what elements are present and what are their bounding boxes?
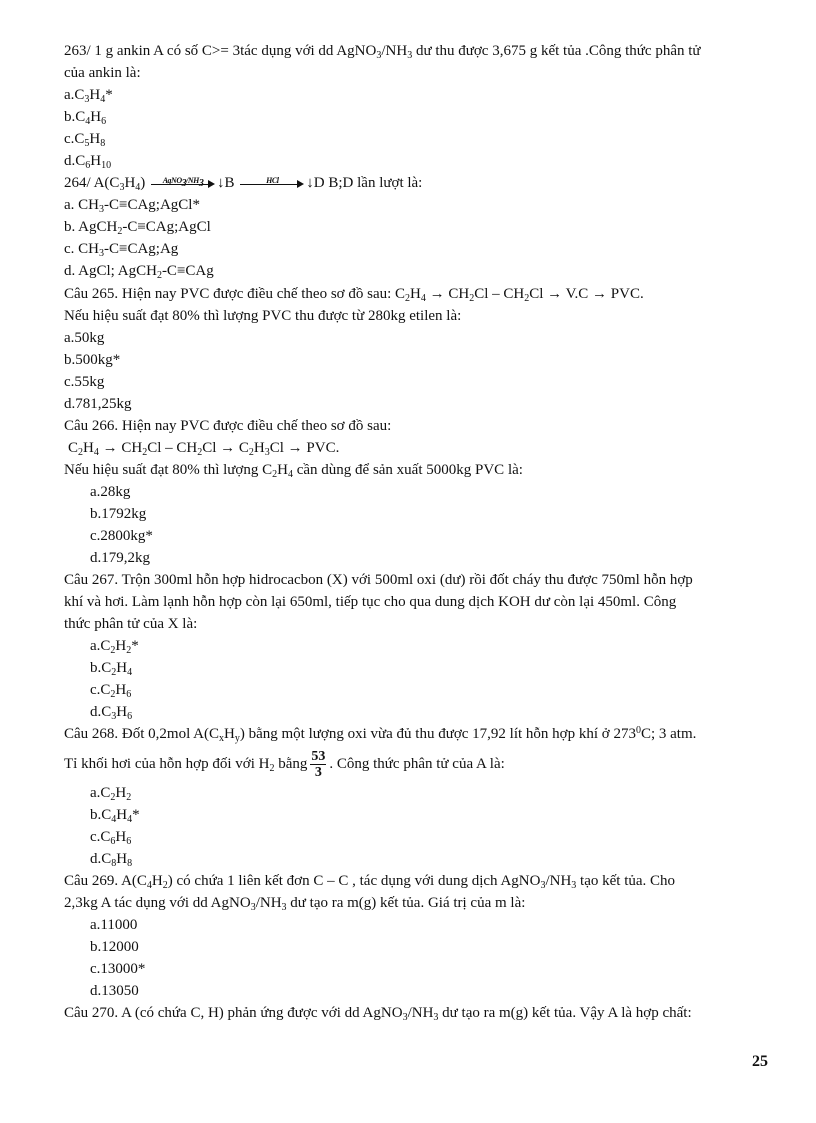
q266-scheme: $C_2H_4 \to CH_2Cl - CH_2Cl \to C_2H_3Cl$ → PVC. bbox=[68, 439, 340, 458]
reaction-arrow-1-label: $AgNO_3/NH_3$ bbox=[162, 176, 204, 190]
q263-stem-line1: 263/ 1 g ankin A có số C>= 3tác dụng với dd $AgNO_3/NH_3$ dư thu được 3,675 g kết tủa .Công thức phân tử bbox=[64, 43, 701, 61]
fraction-numerator: 53 bbox=[311, 748, 326, 764]
q264-option-c: c. $CH_3-C\equiv CAg;Ag$ bbox=[64, 241, 179, 260]
q266-option-a: a.28kg bbox=[90, 483, 131, 500]
q269-stem-line1: Câu 269. $A(C_4H_2)$ có chứa 1 liên kết đơn C – C , tác dụng với dung dịch $AgNO_3/NH_3$ tạo kết tủa. Cho bbox=[64, 872, 676, 891]
q267-option-d: $d.C_3H_6$ bbox=[90, 704, 133, 723]
q266-stem-line3: Nếu hiệu suất đạt 80% thì lượng $C_2H_4$ cần dùng để sản xuất 5000kg PVC là: bbox=[64, 461, 523, 480]
q268-ratio-text: Tỉ khối hơi của hỗn hợp đối với $H_2$ bằng bbox=[64, 755, 308, 774]
q263-option-a: $a.C_3H_4*$ bbox=[64, 87, 113, 106]
q269-option-b: b.12000 bbox=[90, 938, 139, 955]
q263-stem-line2: của ankin là: bbox=[64, 65, 141, 82]
q265-option-d: d.781,25kg bbox=[64, 395, 132, 412]
q269-option-c: c.13000* bbox=[90, 960, 146, 977]
q265-stem-line1: Câu 265. Hiện nay PVC được điều chế theo sơ đồ sau: $C_2H_4 \to CH_2Cl - CH_2Cl \to V.C$ → PVC. bbox=[64, 285, 644, 304]
q264-end: ↓D B;D lần lượt là: bbox=[306, 175, 423, 192]
document-body bbox=[64, 40, 776, 1024]
q267-option-b: $b.C_2H_4$ bbox=[90, 660, 133, 679]
q268-ratio-tail: . Công thức phân tử của A là: bbox=[329, 755, 505, 772]
q268-option-c: $c.C_6H_6$ bbox=[90, 828, 132, 847]
q264-stem bbox=[64, 172, 776, 194]
q264-option-a: a. $CH_3-C\equiv CAg;AgCl*$ bbox=[64, 197, 200, 216]
q263-option-b: $b.C_4H_6$ bbox=[64, 109, 107, 128]
q267-stem-line2: khí và hơi. Làm lạnh hỗn hợp còn lại 650ml, tiếp tục cho qua dung dịch KOH dư còn lại 450ml. Công bbox=[64, 594, 677, 611]
q267-stem-line1: Câu 267. Trộn 300ml hỗn hợp hidrocacbon (X) với 500ml oxi (dư) rồi đốt cháy thu được 750ml hỗn hợp bbox=[64, 572, 693, 589]
q264-option-d: d. AgCl; AgCH$_2$-C≡CAg bbox=[64, 263, 214, 282]
q265-stem-line2: Nếu hiệu suất đạt 80% thì lượng PVC thu được từ 280kg etilen là: bbox=[64, 307, 462, 324]
q268-option-d: $d.C_8H_8$ bbox=[90, 850, 133, 869]
q268-stem-line1: Câu 268. Đốt 0,2mol $A(C_xH_y)$ bằng một lượng oxi vừa đủ thu được 17,92 lít hỗn hợp khí ở $273^0C$; 3 atm. bbox=[64, 725, 697, 745]
q265-option-a: a.50kg bbox=[64, 329, 105, 346]
q264-start: 264/ $A(C_3H_4)$ bbox=[64, 175, 146, 194]
q267-option-a: $a.C_2H_2*$ bbox=[90, 638, 139, 657]
q264-mid: ↓B bbox=[217, 175, 235, 192]
q267-stem-line3: thức phân tử của X là: bbox=[64, 616, 198, 633]
q269-stem-line2: 2,3kg A tác dụng với dd $AgNO_3/NH_3$ dư tạo ra m(g) kết tủa. Giá trị của m là: bbox=[64, 894, 526, 913]
q263-option-d: $d.C_6H_{10}$ bbox=[64, 153, 112, 172]
q269-option-d: d.13050 bbox=[90, 982, 139, 999]
q267-option-c: $c.C_2H_6$ bbox=[90, 682, 132, 701]
q269-option-a: a.11000 bbox=[90, 916, 138, 933]
q263-option-c: $c.C_5H_8$ bbox=[64, 131, 106, 150]
fraction-denominator: 3 bbox=[314, 764, 322, 780]
q268-fraction bbox=[310, 749, 326, 780]
q264-option-b: b. AgCH$_2$-C≡CAg;AgCl bbox=[64, 219, 211, 238]
reaction-arrow-2 bbox=[240, 175, 304, 189]
reaction-arrow-1 bbox=[151, 175, 215, 189]
q268-option-b: $b.C_4H_4*$ bbox=[90, 806, 140, 825]
page-number: 25 bbox=[752, 1053, 768, 1070]
q266-option-c: c.2800kg* bbox=[90, 528, 153, 545]
q265-option-b: b.500kg* bbox=[64, 351, 121, 368]
q266-option-b: b.1792kg bbox=[90, 505, 147, 522]
q266-stem-line1: Câu 266. Hiện nay PVC được điều chế theo sơ đồ sau: bbox=[64, 417, 392, 434]
q268-option-a: $a.C_2H_2$ bbox=[90, 784, 132, 803]
q266-option-d: d.179,2kg bbox=[90, 550, 150, 567]
reaction-arrow-2-label: HCl bbox=[266, 176, 279, 186]
q270-stem: Câu 270. A (có chứa C, H) phản ứng được với dd $AgNO_3/NH_3$ dư tạo ra m(g) kết tủa. Vậy A là hợp chất: bbox=[64, 1004, 692, 1023]
q268-stem-line2 bbox=[64, 746, 776, 782]
q265-option-c: c.55kg bbox=[64, 373, 105, 390]
